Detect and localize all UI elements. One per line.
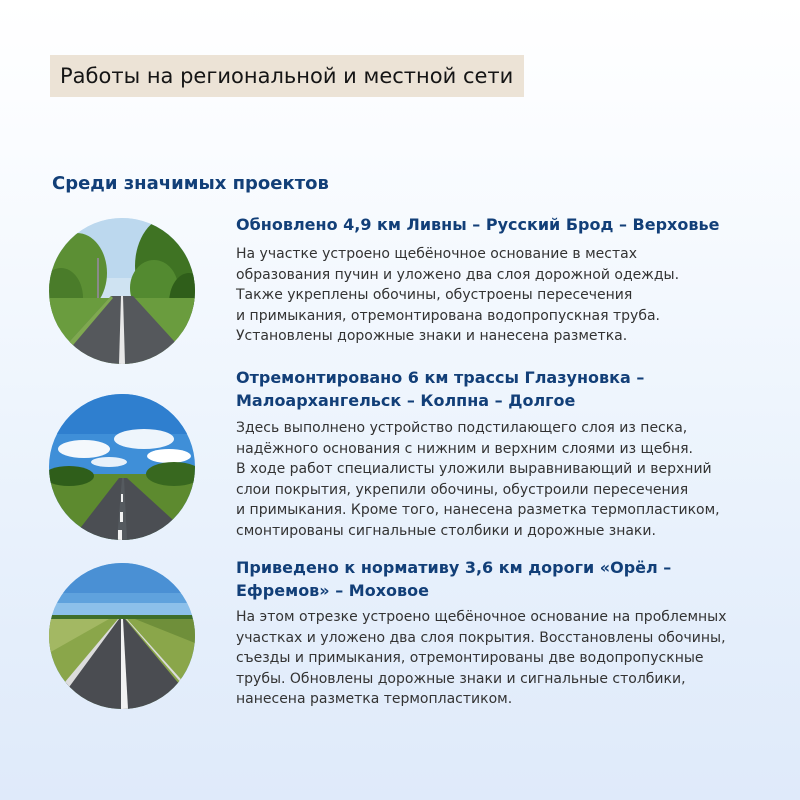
page-title-box	[50, 55, 524, 97]
project-description-line: и примыкания, отремонтирована водопропускная труба.	[236, 307, 660, 324]
project-description	[236, 418, 766, 541]
project-description-line: На этом отрезке устроено щебёночное основание на проблемных	[236, 609, 727, 625]
project-description-line: В ходе работ специалисты уложили выравнивающий и верхний	[236, 461, 712, 477]
project-description-line: образования пучин и уложено два слоя дорожной одежды.	[236, 266, 680, 283]
rural-highway-photo	[49, 394, 195, 540]
open-field-road-image	[49, 563, 195, 709]
project-description-line: слои покрытия, укрепили обочины, обустроили пересечения	[236, 481, 689, 498]
project-description-line: нанесена разметка термопластиком.	[236, 691, 513, 707]
project-title	[236, 366, 706, 412]
project-description-line: надёжного основания с нижним и верхним слоями из щебня.	[236, 440, 693, 457]
project-title-line: Отремонтировано 6 км трассы Глазуновка –	[236, 368, 645, 387]
project-description-line: и примыкания. Кроме того, нанесена разметка термопластиком,	[236, 502, 720, 518]
rural-highway-image	[49, 394, 195, 540]
page-title: Работы на региональной и местной сети	[60, 64, 514, 88]
project-description	[236, 244, 766, 347]
project-description-line: участках и уложено два слоя покрытия. Восстановлены обочины,	[236, 629, 726, 646]
project-title-line: Ефремов» – Моховое	[236, 581, 429, 600]
project-description-line: смонтированы сигнальные столбики и дорожные знаки.	[236, 522, 656, 539]
project-title-line: Малоархангельск – Колпна – Долгое	[236, 391, 576, 410]
project-description-line: На участке устроено щебёночное основание в местах	[236, 246, 637, 262]
project-description-line: трубы. Обновлены дорожные знаки и сигнальные столбики,	[236, 670, 686, 687]
project-description	[236, 607, 766, 710]
tree-lined-road-image	[49, 218, 195, 364]
project-title-line: Приведено к нормативу 3,6 км дороги «Орёл –	[236, 558, 672, 577]
project-description-line: Здесь выполнено устройство подстилающего слоя из песка,	[236, 420, 688, 436]
project-description-line: Также укреплены обочины, обустроены пересечения	[236, 287, 633, 303]
project-title	[236, 556, 706, 602]
project-title: Обновлено 4,9 км Ливны – Русский Брод – Верховье	[236, 215, 720, 234]
project-description-line: съезды и примыкания, отремонтированы две водопропускные	[236, 650, 704, 666]
tree-lined-road-photo	[49, 218, 195, 364]
project-description-line: Установлены дорожные знаки и нанесена разметка.	[236, 328, 628, 344]
open-field-road-photo	[49, 563, 195, 709]
section-heading: Среди значимых проектов	[52, 173, 329, 194]
